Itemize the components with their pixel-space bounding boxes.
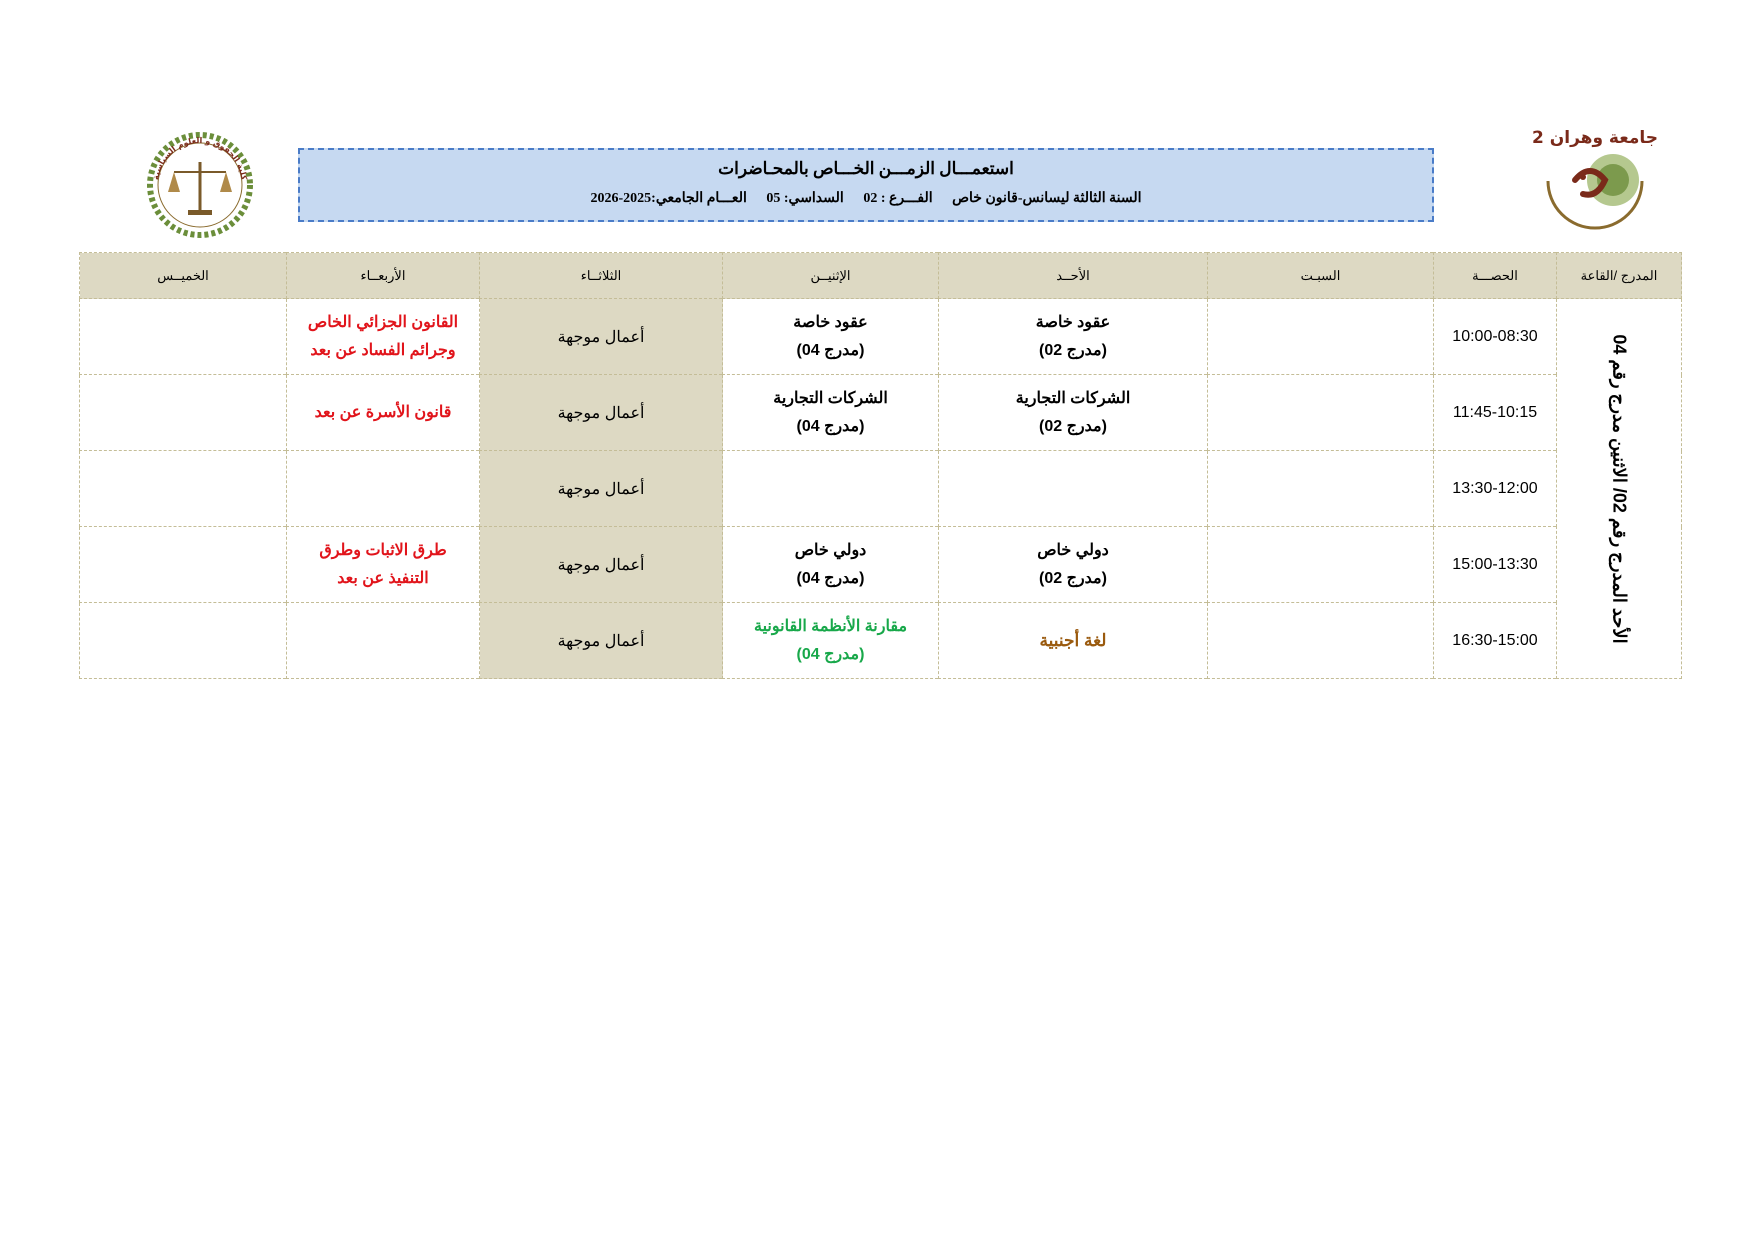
wednesday-cell [287,451,480,527]
remote-course-line: التنفيذ عن بعد [337,569,429,587]
course-room: (مدرج 02) [1039,417,1107,435]
col-header-sunday: الأحــد [939,253,1208,299]
wednesday-cell [287,603,480,679]
course-name: دولي خاص [794,541,867,559]
sunday-cell [939,299,1208,375]
time-cell: 11:45-10:15 [1434,375,1557,451]
col-header-monday: الإثنيــن [723,253,939,299]
faculty-logo [138,130,263,240]
monday-cell [723,527,939,603]
thursday-cell [80,451,287,527]
university-logo-text: جامعة وهران 2 [1531,128,1659,148]
course-room: (مدرج 04) [796,341,865,359]
monday-cell [723,299,939,375]
title-subheading [300,190,1432,207]
monday-cell [723,451,939,527]
col-header-tuesday: الثلاثــاء [480,253,723,299]
wednesday-cell [287,375,480,451]
tuesday-cell: أعمال موجهة [480,527,723,603]
time-cell: 15:00-13:30 [1434,527,1557,603]
thursday-cell [80,603,287,679]
wednesday-cell [287,299,480,375]
tuesday-cell: أعمال موجهة [480,451,723,527]
remote-course-line: طرق الاثبات وطرق [319,541,447,559]
course-name: لغة أجنبية [1039,630,1107,650]
course-name: الشركات التجارية [1015,389,1131,407]
timetable [79,252,1682,679]
course-room: (مدرج 02) [1039,569,1107,587]
table-row [80,527,1682,603]
table-row [80,375,1682,451]
page-title: استعمـــال الزمـــن الخـــاص بالمحـاضرات [718,159,1014,178]
course-room: (مدرج 04) [796,417,865,435]
time-cell: 10:00-08:30 [1434,299,1557,375]
sunday-cell [939,375,1208,451]
university-logo [1525,125,1665,235]
course-room: (مدرج 04) [796,569,865,587]
title-box [298,148,1434,222]
remote-course-line: قانون الأسرة عن بعد [314,403,452,421]
col-header-session: الحصـــة [1434,253,1557,299]
level-label: السنة الثالثة ليسانس-قانون خاص [952,191,1142,206]
course-room: (مدرج 02) [1039,341,1107,359]
course-room: (مدرج 04) [796,645,865,663]
branch-label: الفـــرع : 02 [863,191,933,206]
table-row [80,603,1682,679]
course-name: الشركات التجارية [773,389,888,407]
header-row [80,253,1682,299]
col-header-saturday: السبـت [1208,253,1434,299]
room-note: الأحد المدرج رقم 02/ الاثنين مدرج رقم 04 [1609,333,1630,644]
course-name: مقارنة الأنظمة القانونية [753,617,908,635]
thursday-cell [80,527,287,603]
tuesday-cell: أعمال موجهة [480,603,723,679]
tuesday-cell: أعمال موجهة [480,299,723,375]
academic-year-label: العـــام الجامعي:2025-2026 [590,191,747,206]
table-row [80,451,1682,527]
table-row [80,299,1682,375]
col-header-thursday: الخميــس [80,253,287,299]
time-cell: 16:30-15:00 [1434,603,1557,679]
course-name: عقود خاصة [793,313,868,331]
room-note-cell [1557,299,1682,679]
tuesday-cell: أعمال موجهة [480,375,723,451]
col-header-room: المدرج /القاعة [1557,253,1682,299]
sunday-cell [939,451,1208,527]
remote-course-line: القانون الجزائي الخاص [307,313,459,331]
faculty-logo-text: كلية الحقوق و العلوم السياسية [151,135,249,181]
saturday-cell [1208,375,1434,451]
sunday-cell [939,603,1208,679]
course-name: دولي خاص [1037,541,1109,559]
saturday-cell [1208,451,1434,527]
thursday-cell [80,375,287,451]
wednesday-cell [287,527,480,603]
col-header-wednesday: الأربعــاء [287,253,480,299]
time-cell: 13:30-12:00 [1434,451,1557,527]
saturday-cell [1208,299,1434,375]
saturday-cell [1208,603,1434,679]
sunday-cell [939,527,1208,603]
remote-course-line: وجرائم الفساد عن بعد [310,341,456,359]
saturday-cell [1208,527,1434,603]
monday-cell [723,603,939,679]
monday-cell [723,375,939,451]
course-name: عقود خاصة [1035,313,1111,331]
semester-label: السداسي: 05 [766,191,844,206]
thursday-cell [80,299,287,375]
